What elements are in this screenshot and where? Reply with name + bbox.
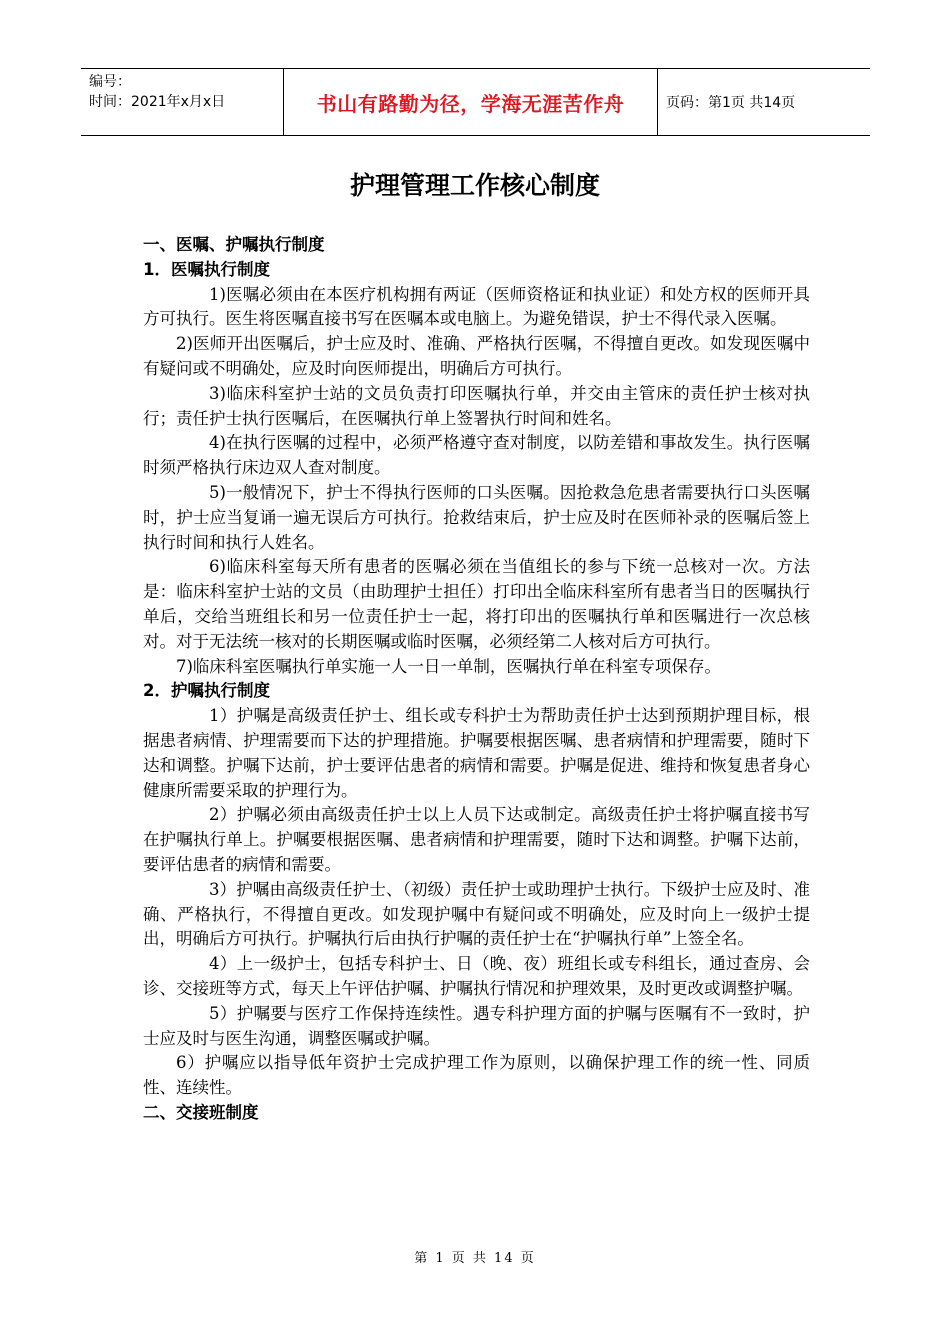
paragraph: 7)临床科室医嘱执行单实施一人一日一单制，医嘱执行单在科室专项保存。 [176,656,721,676]
section-heading: 二、交接班制度 [143,1102,259,1122]
header-motto-cell [283,69,658,135]
date-line: 时间：2021年x月x日 [89,94,226,110]
paragraph: 6)临床科室每天所有患者的医嘱必须在当值组长的参与下统一总核对一次。方法是：临床科室护士站的文员（由助理护士担任）打印出全临床科室所有患者当日的医嘱执行单后，交给当班组长和另一位责任护士一起，将打印出的医嘱执行单和医嘱进行一次总核对。对于无法统一核对的长期医嘱或临时医嘱，必须经第二人核对后方可执行。 [143,557,810,651]
subsection-heading: 1．医嘱执行制度 [143,259,270,279]
page-footer: 第 1 页 共 14 页 [414,1251,536,1266]
paragraph: 6）护嘱应以指导低年资护士完成护理工作为原则，以确保护理工作的统一性、同质性、连续性。 [143,1053,810,1098]
document-body [143,233,810,1126]
paragraph: 3)临床科室护士站的文员负责打印医嘱执行单，并交由主管床的责任护士核对执行；责任护士执行医嘱后，在医嘱执行单上签署执行时间和姓名。 [143,383,810,428]
paragraph: 1）护嘱是高级责任护士、组长或专科护士为帮助责任护士达到预期护理目标，根据患者病情、护理需要而下达的护理措施。护嘱要根据医嘱、患者病情和护理需要，随时下达和调整。护嘱下达前，护士要评估患者的病情和需要。护嘱是促进、维持和恢复患者身心健康所需要采取的护理行为。 [143,706,810,800]
paragraph: 2)医师开出医嘱后，护士应及时、准确、严格执行医嘱，不得擅自更改。如发现医嘱中有疑问或不明确处，应及时向医师提出，明确后方可执行。 [143,334,810,378]
page-header [81,68,870,136]
subsection-heading: 2．护嘱执行制度 [143,681,270,701]
section-heading: 一、医嘱、护嘱执行制度 [143,235,325,254]
header-meta [81,69,283,135]
paragraph: 5)一般情况下，护士不得执行医师的口头医嘱。因抢救急危患者需要执行口头医嘱时，护士应当复诵一遍无误后方可执行。抢救结束后，护士应及时在医师补录的医嘱后签上执行时间和执行人姓名。 [143,482,810,552]
paragraph: 1)医嘱必须由在本医疗机构拥有两证（医师资格证和执业证）和处方权的医师开具方可执行。医生将医嘱直接书写在医嘱本或电脑上。为避免错误，护士不得代录入医嘱。 [143,284,810,329]
header-page-cell [658,69,870,135]
paragraph: 2）护嘱必须由高级责任护士以上人员下达或制定。高级责任护士将护嘱直接书写在护嘱执行单上。护嘱要根据医嘱、患者病情和护理需要，随时下达和调整。护嘱下达前，要评估患者的病情和需要。 [143,805,810,874]
paragraph: 4）上一级护士，包括专科护士、日（晚、夜）班组长或专科组长，通过查房、会诊、交接班等方式，每天上午评估护嘱、护嘱执行情况和护理效果，及时更改或调整护嘱。 [143,954,810,998]
paragraph: 3）护嘱由高级责任护士、（初级）责任护士或助理护士执行。下级护士应及时、准确、严格执行，不得擅自更改。如发现护嘱中有疑问或不明确处，应及时向上一级护士提出，明确后方可执行。护嘱执行后由执行护嘱的责任护士在“护嘱执行单”上签全名。 [143,879,810,949]
paragraph: 4)在执行医嘱的过程中，必须严格遵守查对制度，以防差错和事故发生。执行医嘱时须严格执行床边双人查对制度。 [143,433,810,478]
page-info: 页码：第1页 共14页 [666,95,796,111]
code-label: 编号： [89,74,131,90]
paragraph: 5）护嘱要与医疗工作保持连续性。遇专科护理方面的护嘱与医嘱有不一致时，护士应及时与医生沟通，调整医嘱或护嘱。 [143,1003,810,1048]
motto: 书山有路勤为径，学海无涯苦作舟 [316,91,625,116]
document-title: 护理管理工作核心制度 [349,171,600,200]
